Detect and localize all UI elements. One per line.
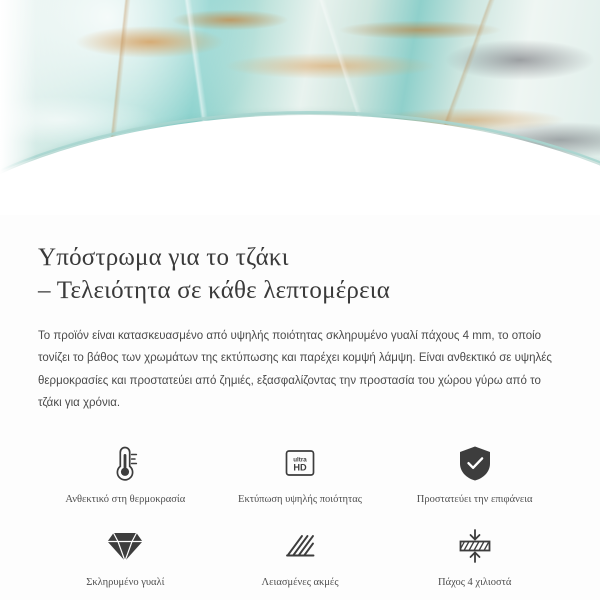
- diamond-icon: [104, 524, 146, 568]
- feature-item-tempered-glass: [38, 520, 213, 598]
- feature-label: Εκτύπωση υψηλής ποιότητας: [238, 493, 362, 505]
- feature-item-thickness: [387, 520, 562, 598]
- page-title-line-1: Υπόστρωμα για το τζάκι: [38, 244, 289, 271]
- polished-edges-icon: [279, 524, 321, 568]
- feature-item-surface-protection: [387, 437, 562, 515]
- feature-item-temperature: [38, 437, 213, 515]
- svg-text:ultra: ultra: [293, 456, 307, 464]
- page-title-line-2: – Τελειότητα σε κάθε λεπτομέρεια: [38, 277, 391, 304]
- hero-product-image: [0, 0, 600, 215]
- thickness-icon: [454, 524, 496, 568]
- content-area: [0, 215, 600, 598]
- page-title: [38, 241, 562, 307]
- thermometer-icon: [108, 441, 142, 485]
- hero-left-fade: [0, 0, 36, 215]
- feature-label: Σκληρυμένο γυαλί: [86, 577, 165, 589]
- feature-label: Λειασμένες ακμές: [261, 577, 339, 589]
- feature-label: Πάχος 4 χιλιοστά: [438, 577, 512, 589]
- feature-item-print-quality: [213, 437, 388, 515]
- ultra-hd-icon: [280, 441, 320, 485]
- description-paragraph: Το προϊόν είναι κατασκευασμένο από υψηλής ποιότητας σκληρυμένο γυαλί πάχους 4 mm, το οποίο τονίζει το βάθος των χρωμάτων της εκτύπωσης και παρέχει κομψή λάμψη. Είναι ανθεκτικό σε υψηλές θερμοκρασίες και προστατεύει από ζημιές, εξασφαλίζοντας την προστασία του χώρου γύρω από το τζάκι για χρόνια.: [38, 330, 552, 410]
- feature-item-polished-edges: [213, 520, 388, 598]
- shield-check-icon: [456, 441, 494, 485]
- feature-grid: [38, 437, 562, 598]
- feature-label: Ανθεκτικό στη θερμοκρασία: [65, 493, 186, 505]
- svg-text:HD: HD: [293, 462, 307, 473]
- feature-label: Προστατεύει την επιφάνεια: [416, 493, 533, 505]
